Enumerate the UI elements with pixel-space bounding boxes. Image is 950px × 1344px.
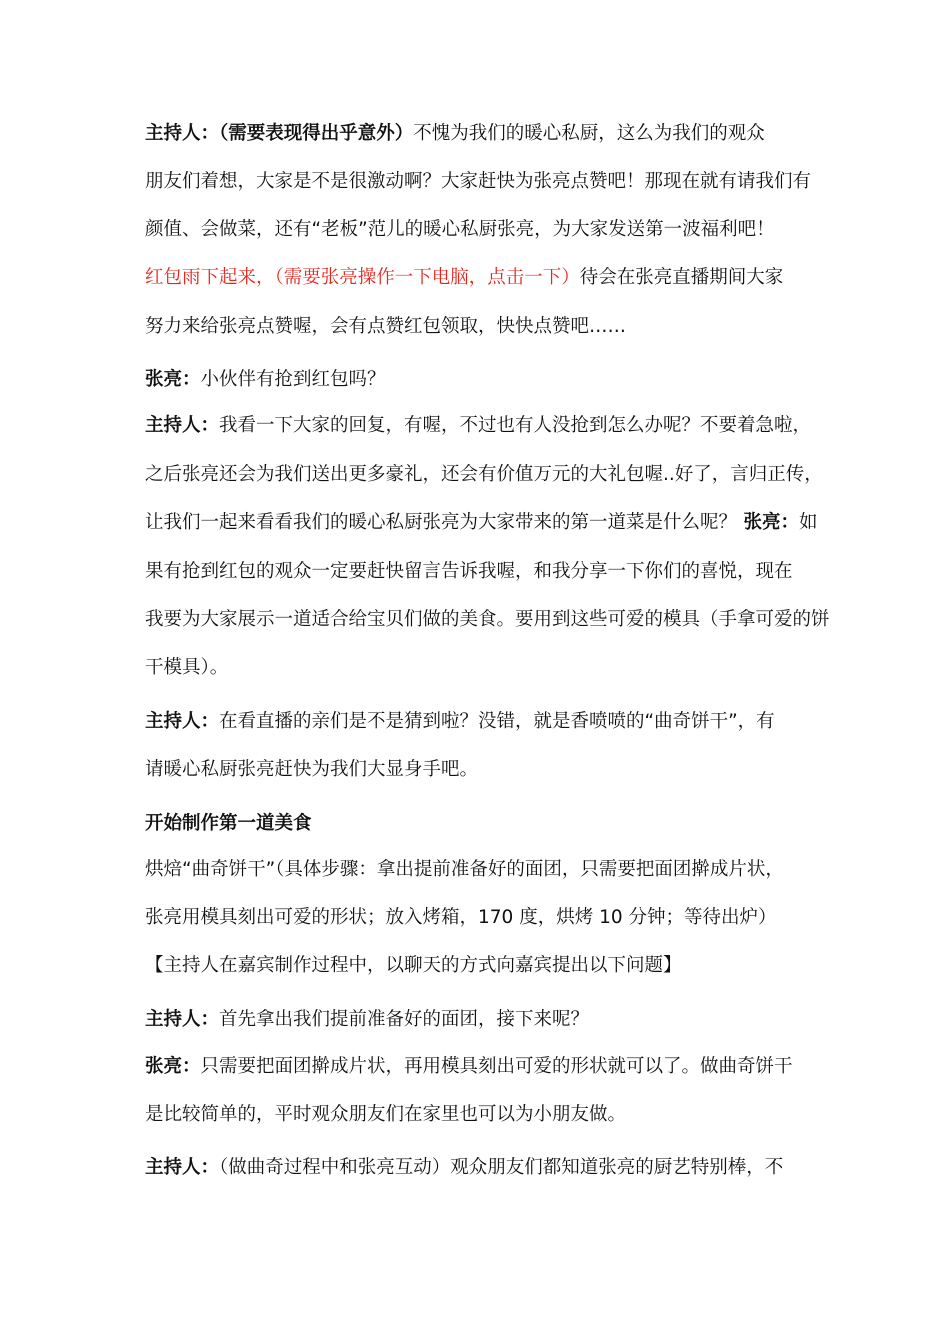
- section-heading: [145, 812, 830, 836]
- speaker-label: 张亮：: [145, 1056, 201, 1077]
- text-line: [145, 1156, 830, 1180]
- line-text: 如: [798, 512, 818, 533]
- text-line: [145, 656, 830, 680]
- text-line: [145, 122, 830, 146]
- text-line: [145, 511, 830, 535]
- line-text: 果有抢到红包的观众一定要赶快留言告诉我喔，和我分享一下你们的喜悦，现在: [145, 561, 793, 582]
- text-line: [145, 170, 830, 194]
- line-text: 不愧为我们的暖心私厨，这么为我们的观众: [413, 123, 765, 144]
- line-text: 请暖心私厨张亮赶快为我们大显身手吧。: [145, 759, 479, 780]
- line-text: 朋友们着想，大家是不是很激动啊？大家赶快为张亮点赞吧！那现在就有请我们有: [145, 171, 812, 192]
- text-line: [145, 414, 830, 438]
- line-text: 小伙伴有抢到红包吗？: [200, 369, 386, 390]
- line-text: 颜值、会做菜，还有“老板”范儿的暖心私厨张亮，为大家发送第一波福利吧！: [145, 219, 775, 240]
- line-text: 在看直播的亲们是不是猜到啦？没错，就是香喷喷的“曲奇饼干”，有: [219, 711, 775, 732]
- line-text: 首先拿出我们提前准备好的面团，接下来呢？: [219, 1009, 590, 1030]
- line-text: 烘焙“曲奇饼干”（具体步骤：拿出提前准备好的面团，只需要把面团擀成片状，: [145, 859, 784, 880]
- line-text: （做曲奇过程中和张亮互动）观众朋友们都知道张亮的厨艺特别棒，不: [219, 1157, 784, 1178]
- line-text: 【主持人在嘉宾制作过程中，以聊天的方式向嘉宾提出以下问题】: [145, 955, 682, 976]
- line-text: 只需要把面团擀成片状，再用模具刻出可爱的形状就可以了。做曲奇饼干: [200, 1056, 793, 1077]
- text-line: [145, 368, 830, 392]
- text-line: [145, 608, 830, 632]
- line-text: 干模具）。: [145, 657, 229, 678]
- speaker-label: 主持人：: [145, 1157, 220, 1178]
- text-line: [145, 758, 830, 782]
- text-line: [145, 315, 830, 339]
- text-line: [145, 954, 830, 978]
- speaker-label: 主持人：: [145, 1009, 220, 1030]
- text-line: [145, 218, 830, 242]
- section-heading-text: 开始制作第一道美食: [145, 813, 312, 834]
- line-text: 我要为大家展示一道适合给宝贝们做的美食。要用到这些可爱的模具（手拿可爱的饼: [145, 609, 830, 630]
- line-text: 张亮用模具刻出可爱的形状；放入烤箱，170 度，烘烤 10 分钟；等待出炉）: [145, 907, 777, 928]
- text-line: [145, 463, 830, 487]
- line-text: 努力来给张亮点赞喔，会有点赞红包领取，快快点赞吧……: [145, 316, 627, 337]
- stage-direction: （需要表现得出乎意外）: [219, 123, 414, 144]
- line-text: 是比较简单的，平时观众朋友们在家里也可以为小朋友做。: [145, 1104, 627, 1125]
- line-text: 让我们一起来看看我们的暖心私厨张亮为大家带来的第一道菜是什么呢？: [145, 512, 738, 533]
- speaker-label: 主持人：: [145, 123, 220, 144]
- text-line: [145, 560, 830, 584]
- line-text: 之后张亮还会为我们送出更多豪礼，还会有价值万元的大礼包喔..好了，言归正传，: [145, 464, 823, 485]
- speaker-label: 张亮：: [737, 512, 799, 533]
- speaker-label: 主持人：: [145, 415, 220, 436]
- text-line: [145, 1103, 830, 1127]
- text-line: [145, 906, 830, 930]
- speaker-label: 张亮：: [145, 369, 201, 390]
- text-line: [145, 266, 830, 290]
- text-line: [145, 858, 830, 882]
- text-line: [145, 1055, 830, 1079]
- text-line: [145, 710, 830, 734]
- text-line: [145, 1008, 830, 1032]
- speaker-label: 主持人：: [145, 711, 220, 732]
- line-text: 我看一下大家的回复，有喔，不过也有人没抢到怎么办呢？不要着急啦，: [219, 415, 812, 436]
- red-highlight-text: 红包雨下起来，（需要张亮操作一下电脑，点击一下）: [145, 267, 580, 288]
- line-text: 待会在张亮直播期间大家: [579, 267, 784, 288]
